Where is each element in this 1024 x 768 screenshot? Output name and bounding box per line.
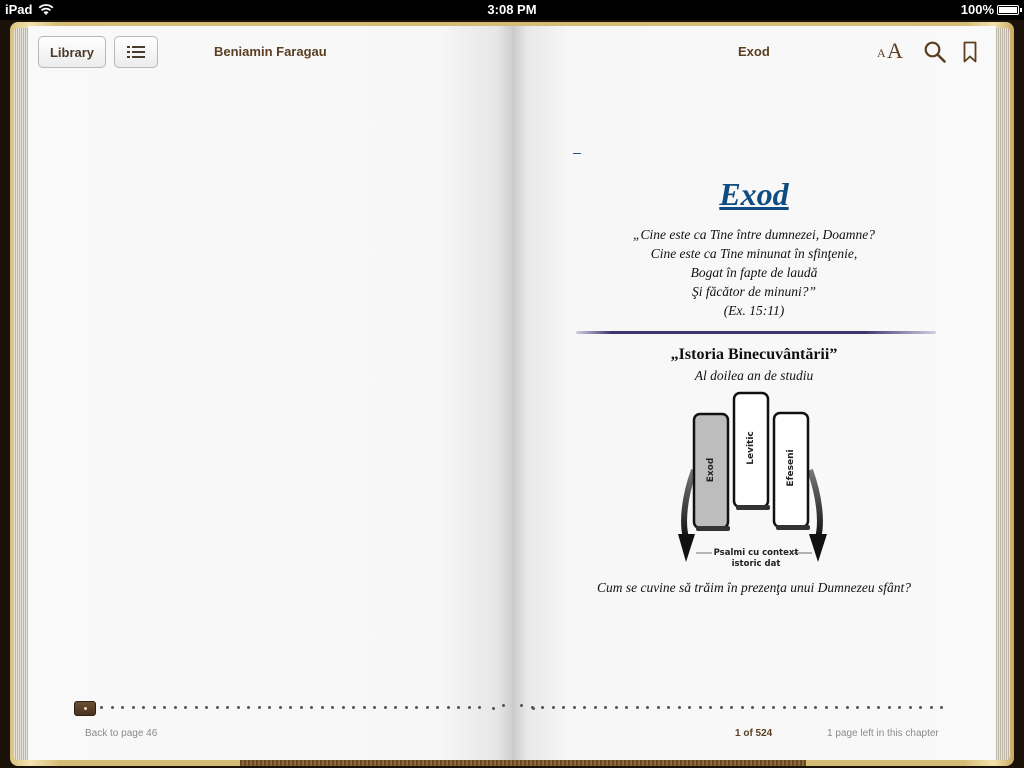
scrubber-dot (363, 706, 366, 709)
verse-line: „Cine este ca Tine între dumnezei, Doamne? (632, 227, 876, 242)
scrubber-dot (468, 706, 471, 709)
scrubber-dot (877, 706, 880, 709)
chapter-title[interactable]: Exod (719, 176, 789, 212)
scrubber-dot (625, 706, 628, 709)
scrubber-thumb[interactable] (74, 701, 96, 716)
scrubber-dot (153, 706, 156, 709)
table-of-contents-button[interactable] (114, 36, 158, 68)
scrubber-dot (247, 706, 250, 709)
scrubber-dot (426, 706, 429, 709)
scrubber-dot (258, 706, 261, 709)
scrubber-dot (373, 706, 376, 709)
status-bar (0, 0, 1024, 20)
scrubber-dot (268, 706, 271, 709)
scrubber-dot (195, 706, 198, 709)
scrubber-dot (688, 706, 691, 709)
scrubber-dot (604, 706, 607, 709)
section-divider (576, 331, 936, 334)
book-title: Exod (738, 44, 770, 59)
verse-quote (572, 225, 936, 320)
diagram-caption-line1: Psalmi cu context (713, 548, 799, 558)
diagram-graphic (676, 388, 836, 574)
book-author: Beniamin Faragau (214, 44, 327, 59)
scrubber-dot (532, 707, 535, 710)
scrubber-dot (909, 706, 912, 709)
scrubber-dot (384, 706, 387, 709)
block-label-levitic: Levitic (746, 431, 756, 465)
anchor-link[interactable] (573, 144, 581, 154)
scrubber-dot (174, 706, 177, 709)
scrubber-dot (583, 706, 586, 709)
scrubber-dot (825, 706, 828, 709)
scrubber-dot (751, 706, 754, 709)
scrubber-dot (636, 706, 639, 709)
scrubber-dot (709, 706, 712, 709)
scrubber-dot (730, 706, 733, 709)
series-title: „Istoria Binecuvântării” (670, 346, 838, 363)
scrubber-dot (111, 706, 114, 709)
block-label-exod: Exod (706, 457, 716, 483)
verse-line: Bogat în fapte de laudă (690, 265, 818, 280)
scrubber-dot (237, 706, 240, 709)
scrubber-dot (594, 706, 597, 709)
study-diagram (676, 388, 836, 574)
scrubber-dot (804, 706, 807, 709)
scrubber-dot (552, 706, 555, 709)
scrubber-dot (657, 706, 660, 709)
scrubber-dot (331, 706, 334, 709)
scrubber-dot (502, 704, 505, 707)
scrubber-dot (835, 706, 838, 709)
scrubber-dot (615, 706, 618, 709)
right-arrow (810, 470, 820, 538)
bookmark-icon[interactable] (963, 41, 977, 63)
list-icon (127, 46, 145, 59)
verse-line: Cine este ca Tine minunat în sfinţenie, (650, 246, 858, 261)
scrubber-dot (678, 706, 681, 709)
battery-icon (997, 5, 1019, 15)
scrubber-dot (289, 706, 292, 709)
scrubber-dot (121, 706, 124, 709)
clock: 3:08 PM (487, 2, 537, 17)
pages-left-label: 1 page left in this chapter (827, 728, 939, 739)
scrubber-dot (646, 706, 649, 709)
scrubber-dot (562, 706, 565, 709)
left-arrow (684, 470, 694, 538)
scrubber-dot (342, 706, 345, 709)
scrubber-dot (846, 706, 849, 709)
scrubber-dot (930, 706, 933, 709)
back-to-page-link[interactable]: Back to page 46 (85, 728, 158, 739)
scrubber-dot (100, 706, 103, 709)
page-indicator: 1 of 524 (735, 728, 773, 739)
scrubber-dot (457, 706, 460, 709)
scrubber-dot (142, 706, 145, 709)
scrubber-dot (898, 706, 901, 709)
block-label-efeseni: Efeseni (786, 449, 796, 487)
scrubber-dot (216, 706, 219, 709)
verse-reference: (Ex. 15:11) (723, 303, 785, 318)
scrubber-dot (762, 706, 765, 709)
scrubber-dot (415, 706, 418, 709)
verse-line: Şi făcător de minuni?” (691, 284, 817, 299)
scrubber-dot (310, 706, 313, 709)
scrubber-dot (919, 706, 922, 709)
scrubber-dot (699, 706, 702, 709)
carrier-label: iPad (5, 2, 33, 17)
scrubber-dot (783, 706, 786, 709)
search-icon[interactable] (924, 41, 946, 63)
scrubber-dot (741, 706, 744, 709)
scrubber-dot (867, 706, 870, 709)
diagram-caption-line2: istoric dat (731, 559, 781, 569)
scrubber-dot (405, 706, 408, 709)
scrubber-dot (300, 706, 303, 709)
scrubber-dot (573, 706, 576, 709)
font-size-icon[interactable]: A A (877, 38, 903, 63)
page-scrubber[interactable] (100, 706, 942, 710)
scrubber-dot (856, 706, 859, 709)
chapter-question: Cum se cuvine să trăim în prezenţa unui Dumnezeu sfânt? (596, 580, 912, 595)
series-subtitle: Al doilea an de studiu (694, 368, 814, 383)
scrubber-dot (720, 706, 723, 709)
scrubber-dot (520, 704, 523, 707)
scrubber-dot (492, 707, 495, 710)
scrubber-dot (436, 706, 439, 709)
page-edges-right (994, 28, 1010, 760)
scrubber-dot (394, 706, 397, 709)
scrubber-dot (888, 706, 891, 709)
scrubber-dot (163, 706, 166, 709)
scrubber-dot (132, 706, 135, 709)
scrubber-dot (772, 706, 775, 709)
scrubber-dot (279, 706, 282, 709)
scrubber-dot (205, 706, 208, 709)
scrubber-dot (352, 706, 355, 709)
scrubber-dot (541, 706, 544, 709)
scrubber-dot (321, 706, 324, 709)
battery-percent: 100% (960, 2, 994, 17)
scrubber-dot (814, 706, 817, 709)
scrubber-dot (184, 706, 187, 709)
left-page[interactable] (28, 26, 512, 760)
scrubber-dot (940, 706, 943, 709)
scrubber-dot (447, 706, 450, 709)
scrubber-dot (667, 706, 670, 709)
library-button[interactable]: Library (38, 36, 106, 68)
scrubber-dot (478, 706, 481, 709)
scrubber-dot (793, 706, 796, 709)
scrubber-dot (226, 706, 229, 709)
